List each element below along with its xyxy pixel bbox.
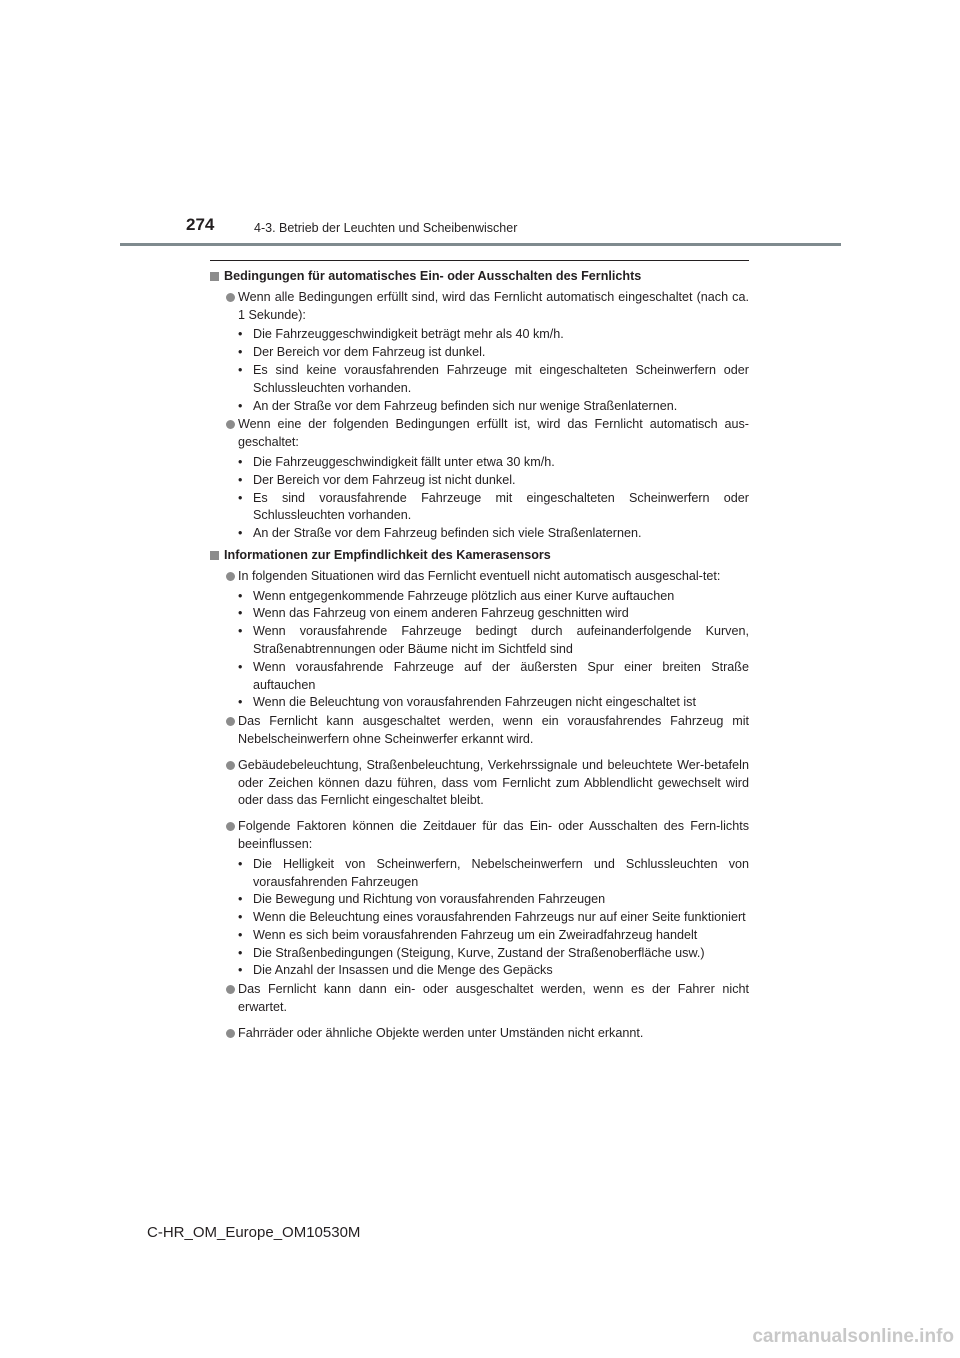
bullet-item: • An der Straße vor dem Fahrzeug befinden sich viele Straßenlaternen. bbox=[238, 525, 749, 543]
item-text: Das Fernlicht kann ausgeschaltet werden, wenn ein vorausfahrendes Fahrzeug mit Nebelscheinwerfern ohne Scheinwerfer erkannt wird. bbox=[238, 714, 749, 746]
bullet-item: • Der Bereich vor dem Fahrzeug ist dunkel. bbox=[238, 344, 749, 362]
page-number: 274 bbox=[186, 215, 215, 234]
bullet-item: • An der Straße vor dem Fahrzeug befinden sich nur wenige Straßenlaternen. bbox=[238, 398, 749, 416]
list-item bbox=[210, 568, 749, 586]
bullet-list bbox=[210, 588, 749, 713]
list-item bbox=[210, 757, 749, 810]
list-item bbox=[210, 818, 749, 854]
square-bullet-icon bbox=[210, 272, 219, 281]
item-text: Folgende Faktoren können die Zeitdauer für das Ein- oder Ausschalten des Fern-lichts beeinflussen: bbox=[238, 819, 749, 851]
section-heading bbox=[210, 547, 749, 565]
circle-bullet-icon bbox=[226, 822, 235, 831]
section-heading-text: Bedingungen für automatisches Ein- oder Ausschalten des Fernlichts bbox=[224, 269, 642, 283]
bullet-item: • Wenn es sich beim vorausfahrenden Fahrzeug um ein Zweiradfahrzeug handelt bbox=[238, 927, 749, 945]
header-rule bbox=[120, 243, 841, 246]
square-bullet-icon bbox=[210, 551, 219, 560]
bullet-item: • Es sind vorausfahrende Fahrzeuge mit eingeschalteten Scheinwerfern oder Schlussleuchten vorhanden. bbox=[238, 490, 749, 526]
item-text: Gebäudebeleuchtung, Straßenbeleuchtung, Verkehrssignale und beleuchtete Wer-betafeln oder Zeichen können dazu führen, dass vom Fernlicht zum Abblendlicht gewechselt wird oder dass das Fernlicht eingeschaltet bleibt. bbox=[238, 757, 749, 808]
bullet-list bbox=[210, 454, 749, 543]
bullet-item: • Die Anzahl der Insassen und die Menge des Gepäcks bbox=[238, 962, 749, 980]
item-text: Fahrräder oder ähnliche Objekte werden unter Umständen nicht erkannt. bbox=[238, 1025, 644, 1040]
circle-bullet-icon bbox=[226, 293, 235, 302]
bullet-list bbox=[210, 856, 749, 981]
bullet-item: • Wenn die Beleuchtung von vorausfahrenden Fahrzeugen nicht eingeschaltet ist bbox=[238, 694, 749, 712]
watermark-link[interactable]: carmanualsonline.info bbox=[752, 1326, 954, 1347]
item-text: Wenn eine der folgenden Bedingungen erfüllt ist, wird das Fernlicht automatisch aus-geschaltet: bbox=[238, 417, 749, 450]
section-rule bbox=[210, 260, 749, 261]
item-text: Das Fernlicht kann dann ein- oder ausgeschaltet werden, wenn es der Fahrer nicht erwartet. bbox=[238, 982, 749, 1015]
section-heading-text: Informationen zur Empfindlichkeit des Kamerasensors bbox=[224, 547, 551, 562]
bullet-item: • Die Bewegung und Richtung von vorausfahrenden Fahrzeugen bbox=[238, 891, 749, 909]
bullet-item: • Wenn vorausfahrende Fahrzeuge auf der äußersten Spur einer breiten Straße auftauchen bbox=[238, 659, 749, 695]
bullet-item: • Wenn das Fahrzeug von einem anderen Fahrzeug geschnitten wird bbox=[238, 605, 749, 623]
circle-bullet-icon bbox=[226, 1029, 235, 1038]
list-item bbox=[210, 289, 749, 325]
footer-doc-code: C-HR_OM_Europe_OM10530M bbox=[147, 1224, 361, 1241]
page-content bbox=[210, 268, 749, 1051]
circle-bullet-icon bbox=[226, 420, 235, 429]
section-heading bbox=[210, 268, 749, 286]
bullet-item: • Die Helligkeit von Scheinwerfern, Nebelscheinwerfern und Schlussleuchten von vorausfahrenden Fahrzeugen bbox=[238, 856, 749, 892]
bullet-item: • Der Bereich vor dem Fahrzeug ist nicht dunkel. bbox=[238, 472, 749, 490]
circle-bullet-icon bbox=[226, 717, 235, 726]
bullet-list bbox=[210, 326, 749, 415]
bullet-item: • Wenn entgegenkommende Fahrzeuge plötzlich aus einer Kurve auftauchen bbox=[238, 588, 749, 606]
bullet-item: • Die Fahrzeuggeschwindigkeit beträgt mehr als 40 km/h. bbox=[238, 326, 749, 344]
circle-bullet-icon bbox=[226, 761, 235, 770]
circle-bullet-icon bbox=[226, 572, 235, 581]
bullet-item: • Die Straßenbedingungen (Steigung, Kurve, Zustand der Straßenoberfläche usw.) bbox=[238, 945, 749, 963]
list-item bbox=[210, 1025, 749, 1043]
list-item bbox=[210, 713, 749, 749]
list-item bbox=[210, 981, 749, 1017]
item-text: Wenn alle Bedingungen erfüllt sind, wird das Fernlicht automatisch eingeschaltet (nach ca. 1 Sekunde): bbox=[238, 289, 749, 322]
bullet-item: • Wenn die Beleuchtung eines vorausfahrenden Fahrzeugs nur auf einer Seite funktioniert bbox=[238, 909, 749, 927]
list-item bbox=[210, 416, 749, 452]
circle-bullet-icon bbox=[226, 985, 235, 994]
item-text: In folgenden Situationen wird das Fernlicht eventuell nicht automatisch ausgeschal-tet: bbox=[238, 568, 721, 583]
chapter-title: 4-3. Betrieb der Leuchten und Scheibenwischer bbox=[254, 221, 518, 235]
bullet-item: • Die Fahrzeuggeschwindigkeit fällt unter etwa 30 km/h. bbox=[238, 454, 749, 472]
bullet-item: • Es sind keine vorausfahrenden Fahrzeuge mit eingeschalteten Scheinwerfern oder Schlussleuchten vorhanden. bbox=[238, 362, 749, 398]
bullet-item: • Wenn vorausfahrende Fahrzeuge bedingt durch aufeinanderfolgende Kurven, Straßenabtrennungen oder Bäume nicht im Sichtfeld sind bbox=[238, 623, 749, 659]
